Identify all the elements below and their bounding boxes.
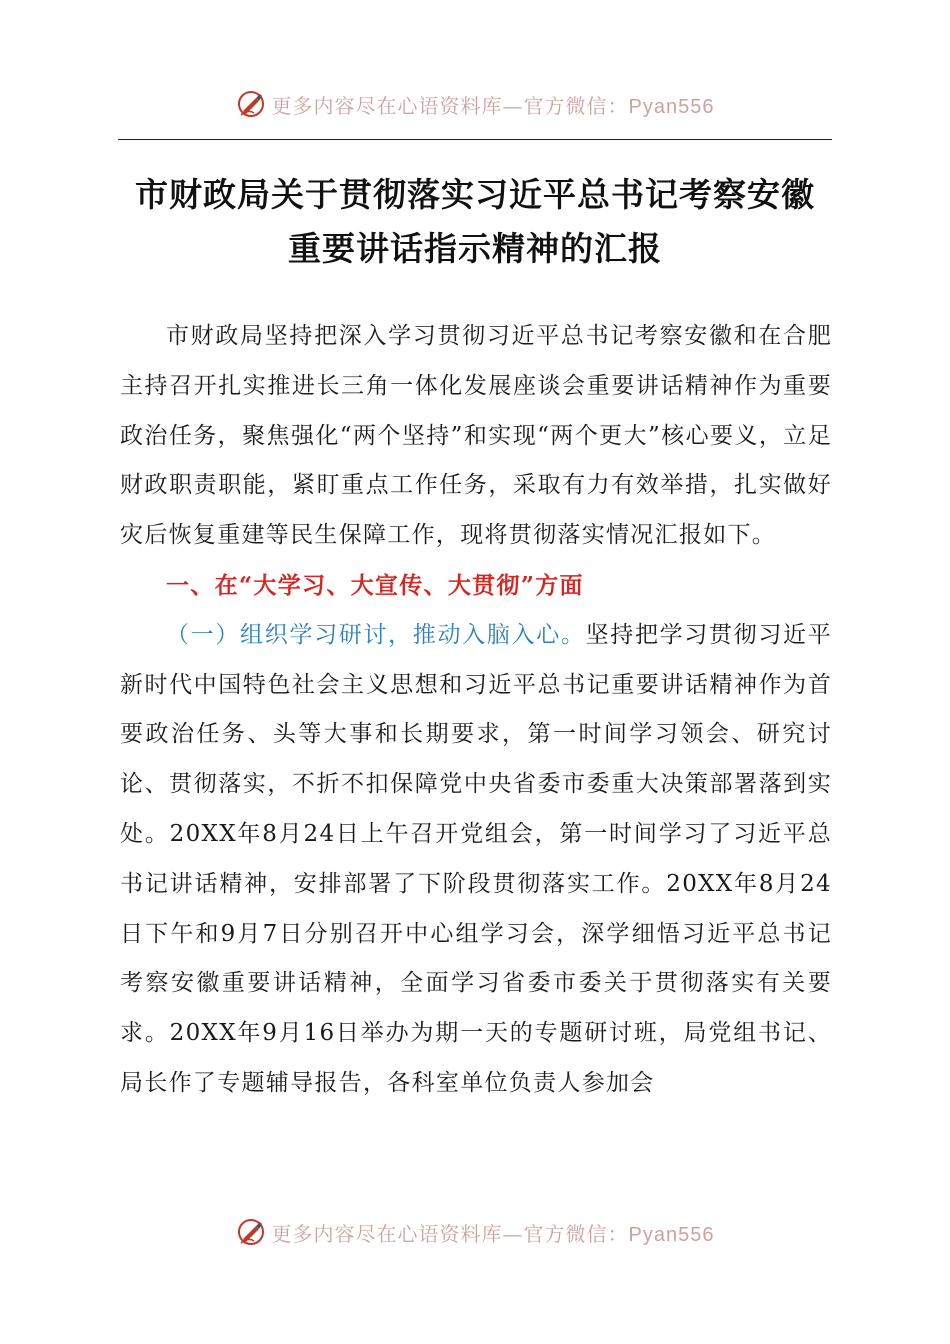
pen-logo-icon <box>236 89 266 119</box>
title-line-1: 市财政局关于贯彻落实习近平总书记考察安徽 <box>135 175 815 214</box>
title-line-2: 重要讲话指示精神的汇报 <box>288 229 662 268</box>
header-banner-text: 更多内容尽在心语资料库—官方微信：Pyan556 <box>271 93 715 118</box>
document-body <box>120 312 832 1109</box>
pen-logo-icon <box>236 1217 266 1247</box>
subsection-1-paragraph <box>120 611 832 1109</box>
intro-paragraph: 市财政局坚持把深入学习贯彻习近平总书记考察安徽和在合肥主持召开扎实推进长三角一体化发展座谈会重要讲话精神作为重要政治任务，聚焦强化“两个坚持”和实现“两个更大”核心要义，立足财政职责职能，紧盯重点工作任务，采取有力有效举措，扎实做好灾后恢复重建等民生保障工作，现将贯彻落实情况汇报如下。 <box>120 323 832 549</box>
subsection-1-lead: （一）组织学习研讨，推动入脑入心。 <box>166 621 586 648</box>
footer-banner-text: 更多内容尽在心语资料库—官方微信：Pyan556 <box>271 1221 715 1246</box>
header-banner <box>0 84 950 124</box>
header-wechat-handle: Pyan556 <box>628 95 715 118</box>
section-1-heading: 一、在“大学习、大宣传、大贯彻”方面 <box>166 571 584 599</box>
footer-wechat-handle: Pyan556 <box>628 1223 715 1246</box>
document-title <box>90 168 860 276</box>
subsection-1-text: 坚持把学习贯彻习近平新时代中国特色社会主义思想和习近平总书记重要讲话精神作为首要政治任务、头等大事和长期要求，第一时间学习领会、研究讨论、贯彻落实，不折不扣保障党中央省委市委重大决策部署落到实处。20XX年8月24日上午召开党组会，第一时间学习了习近平总书记讲话精神，安排部署了下阶段贯彻落实工作。20XX年8月24日下午和9月7日分别召开中心组学习会，深学细悟习近平总书记考察安徽重要讲话精神，全面学习省委市委关于贯彻落实有关要求。20XX年9月16日举办为期一天的专题研讨班，局党组书记、局长作了专题辅导报告，各科室单位负责人参加会 <box>120 621 833 1096</box>
footer-banner <box>0 1212 950 1252</box>
header-divider <box>118 139 832 140</box>
